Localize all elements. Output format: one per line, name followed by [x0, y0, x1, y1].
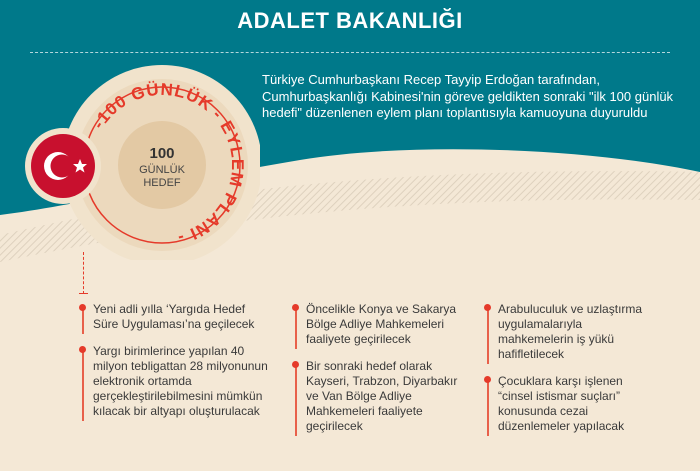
badge-ring-text: -100 GÜNLÜK - EYLEM PLANI - [88, 79, 248, 249]
badge-ring [0, 60, 260, 260]
list-item [292, 359, 467, 434]
list-item [484, 302, 649, 362]
column-1 [79, 302, 269, 431]
list-item [79, 344, 269, 419]
column-3 [484, 302, 649, 446]
item-text: Yargı birimlerince yapılan 40 milyon tebligattan 28 milyonunun elektronik ortamda gerçekleştirilebilmesini mümkün kılacak bir altyapı oluşturulacak [93, 344, 268, 418]
list-item [484, 374, 649, 434]
bullet-pin-icon [292, 304, 299, 311]
divider [30, 52, 670, 53]
item-text: Çocuklara karşı işlenen “cinsel istismar suçları” konusunda cezai düzenlemeler yapılacak [498, 374, 625, 433]
bullet-pin-icon [79, 346, 86, 353]
list-item [292, 302, 467, 347]
badge-line2: HEDEF [143, 177, 181, 189]
svg-text:-100 GÜNLÜK - EYLEM PLANI - [89, 80, 247, 248]
badge-line1: GÜNLÜK [139, 164, 185, 176]
column-2 [292, 302, 467, 446]
item-text: Bir sonraki hedef olarak Kayseri, Trabzon, Diyarbakır ve Van Bölge Adliye Mahkemeleri faaliyete geçirilecek [306, 359, 458, 433]
connector-end [79, 293, 88, 294]
bullet-pin-icon [484, 376, 491, 383]
list-item [79, 302, 269, 332]
page-title: ADALET BAKANLIĞI [237, 8, 463, 33]
intro-text: Türkiye Cumhurbaşkanı Recep Tayyip Erdoğan tarafından, Cumhurbaşkanlığı Kabinesi'nin göreve geldikten sonraki "ilk 100 günlük hedefi" düzenlenen eylem planı toplantısıyla kamuoyuna duyuruldu [262, 72, 674, 120]
item-text: Arabuluculuk ve uzlaştırma uygulamalarıyla mahkemelerin iş yükü hafifletilecek [498, 302, 643, 361]
item-text: Öncelikle Konya ve Sakarya Bölge Adliye Mahkemeleri faaliyete geçirilecek [306, 302, 457, 346]
item-text: Yeni adli yılla ‘Yargıda Hedef Süre Uygulaması’na geçilecek [93, 302, 255, 331]
bullet-pin-icon [292, 361, 299, 368]
bullet-pin-icon [79, 304, 86, 311]
bullet-pin-icon [484, 304, 491, 311]
badge-number: 100 [149, 145, 175, 162]
